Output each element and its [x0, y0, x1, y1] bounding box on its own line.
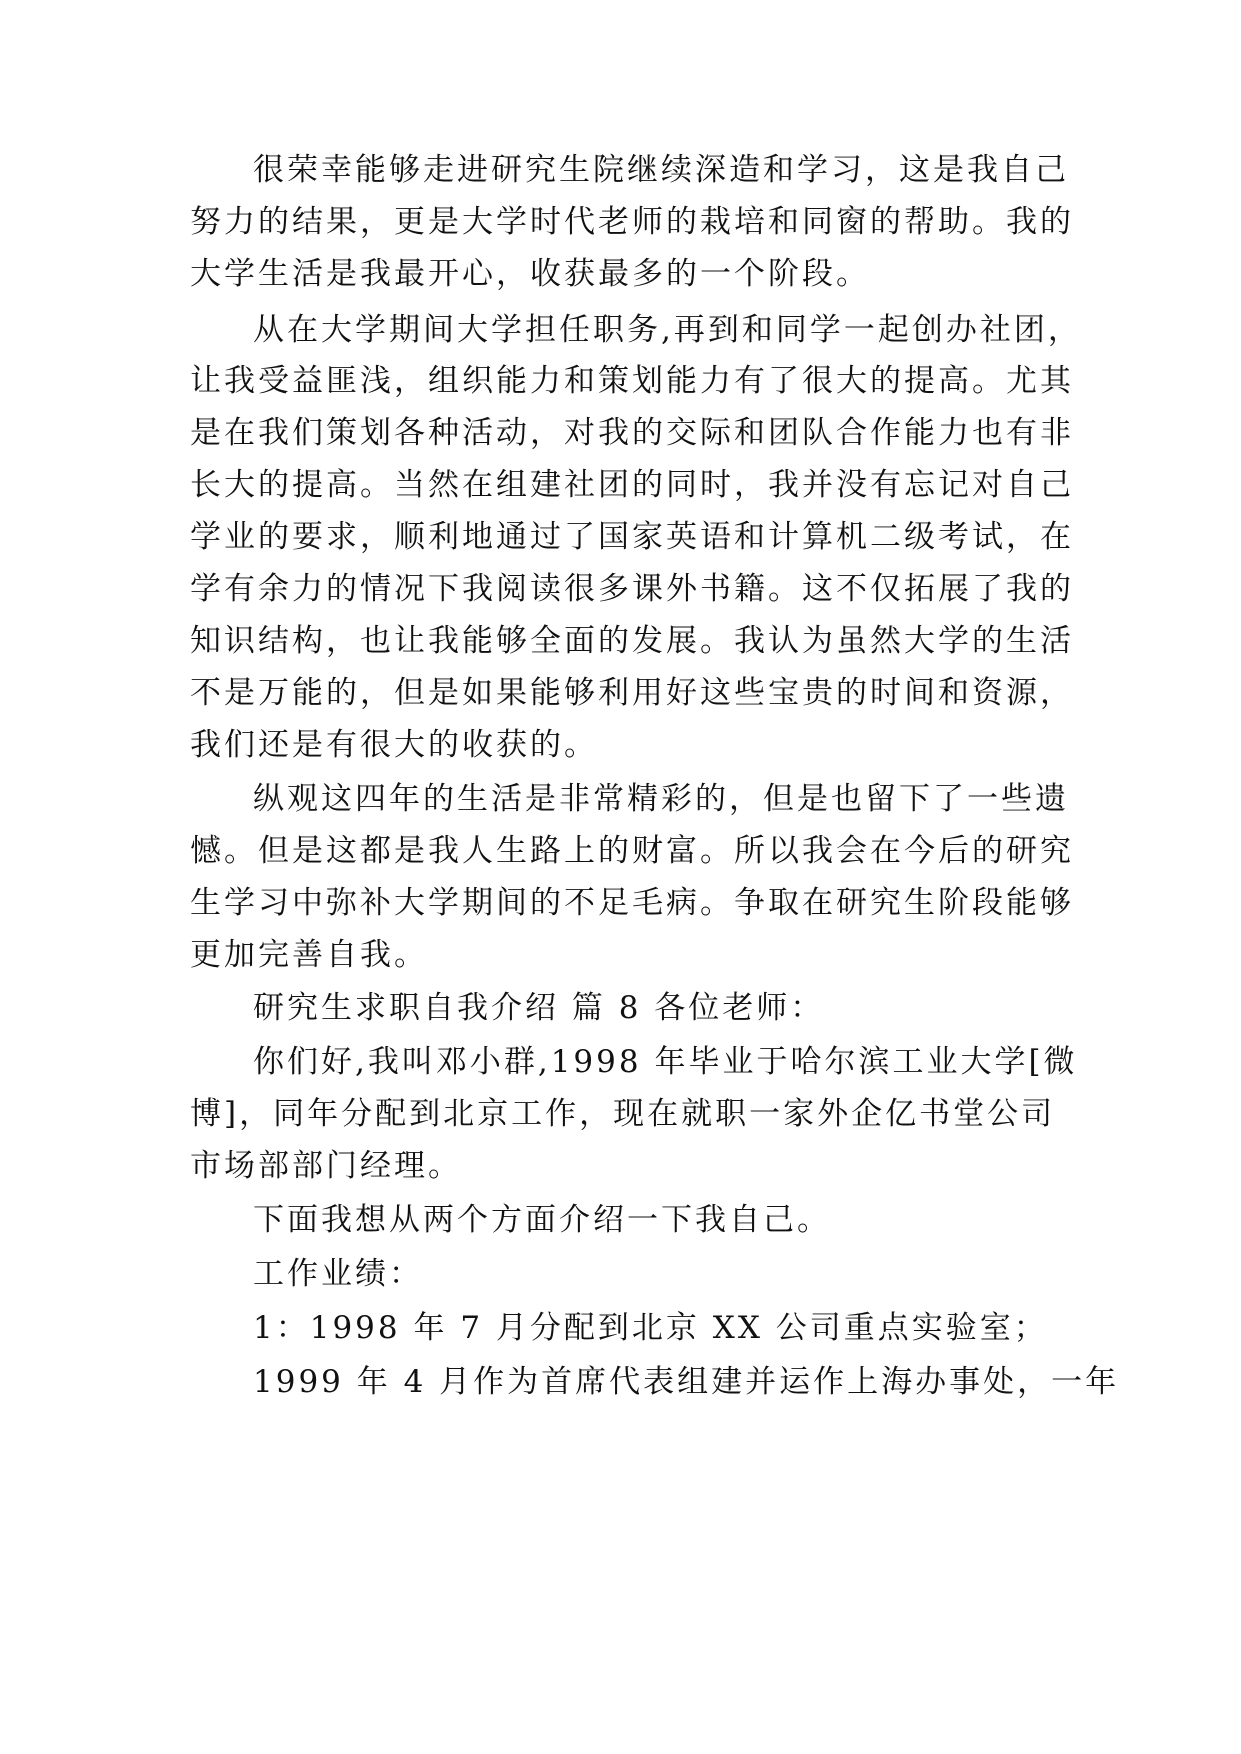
- text-line: 你们好,我叫邓小群,1998 年毕业于哈尔滨工业大学[微: [253, 1044, 1078, 1080]
- text-line: 不是万能的，但是如果能够利用好这些宝贵的时间和资源，: [190, 675, 1074, 711]
- text-line: 是在我们策划各种活动，对我的交际和团队合作能力也有非: [190, 415, 1074, 451]
- text-line: 大学生活是我最开心，收获最多的一个阶段。: [190, 256, 870, 292]
- text-line: 学业的要求，顺利地通过了国家英语和计算机二级考试，在: [190, 519, 1074, 555]
- text-line: 学有余力的情况下我阅读很多课外书籍。这不仅拓展了我的: [190, 571, 1074, 607]
- text-line: 知识结构，也让我能够全面的发展。我认为虽然大学的生活: [190, 623, 1074, 659]
- text-line: 市场部部门经理。: [190, 1148, 462, 1184]
- text-line: 更加完善自我。: [190, 937, 428, 973]
- section-heading: 研究生求职自我介绍 篇 8 各位老师：: [253, 990, 825, 1026]
- text-line: 很荣幸能够走进研究生院继续深造和学习，这是我自己: [253, 152, 1069, 188]
- text-line: 工作业绩：: [253, 1256, 423, 1292]
- text-line: 1：1998 年 7 月分配到北京 XX 公司重点实验室；: [253, 1310, 1048, 1346]
- text-line: 长大的提高。当然在组建社团的同时，我并没有忘记对自己: [190, 467, 1074, 503]
- text-line: 1999 年 4 月作为首席代表组建并运作上海办事处，一年: [253, 1364, 1120, 1400]
- text-line: 我们还是有很大的收获的。: [190, 727, 598, 763]
- text-line: 纵观这四年的生活是非常精彩的，但是也留下了一些遗: [253, 781, 1069, 817]
- text-line: 憾。但是这都是我人生路上的财富。所以我会在今后的研究: [190, 833, 1074, 869]
- text-line: 努力的结果，更是大学时代老师的栽培和同窗的帮助。我的: [190, 204, 1074, 240]
- text-line: 让我受益匪浅，组织能力和策划能力有了很大的提高。尤其: [190, 363, 1074, 399]
- text-line: 下面我想从两个方面介绍一下我自己。: [253, 1202, 831, 1238]
- text-line: 博]，同年分配到北京工作，现在就职一家外企亿书堂公司: [190, 1096, 1056, 1132]
- text-line: 生学习中弥补大学期间的不足毛病。争取在研究生阶段能够: [190, 885, 1074, 921]
- text-line: 从在大学期间大学担任职务,再到和同学一起创办社团，: [253, 312, 1082, 348]
